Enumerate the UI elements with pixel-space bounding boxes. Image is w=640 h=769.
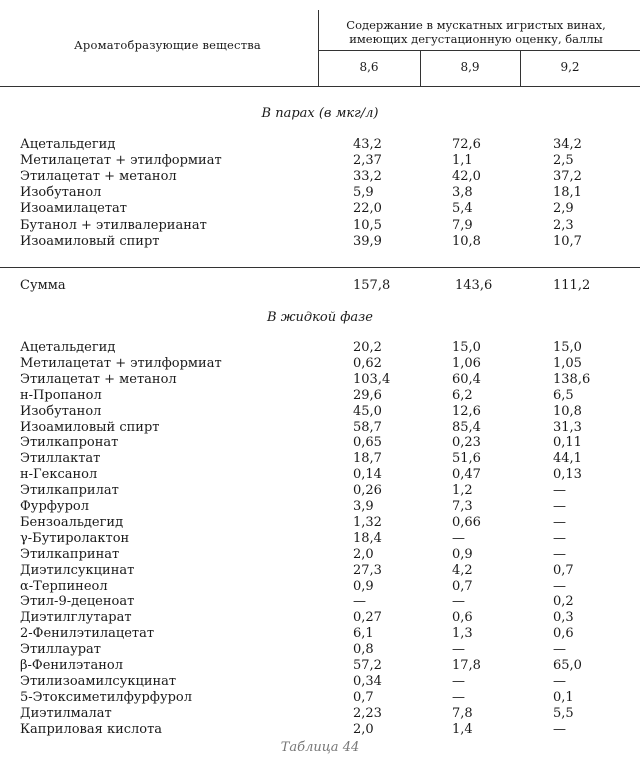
table-row — [0, 340, 640, 355]
value-cell-1: 0,9 — [353, 578, 374, 594]
substance-name: Фурфурол — [20, 499, 89, 514]
value-cell-3: 31,3 — [553, 419, 582, 435]
value-cell-3: — — [553, 578, 566, 594]
substance-name: Изоамиловый спирт — [20, 233, 160, 249]
value-cell-1: 0,27 — [353, 610, 382, 626]
table-row — [0, 706, 640, 721]
value-cell-1: 58,7 — [353, 419, 382, 435]
substance-name: Диэтилмалат — [20, 705, 112, 721]
section-title-vapor: В парах (в мкг/л) — [261, 106, 379, 121]
substance-name: Этиллаурат — [20, 642, 101, 658]
score-column-divider-2 — [520, 51, 521, 86]
value-cell-2: — — [452, 673, 465, 689]
substance-name: Каприловая кислота — [20, 721, 163, 737]
substance-name: Диэтилглутарат — [20, 610, 132, 626]
table-row — [0, 547, 640, 562]
table-row — [0, 218, 640, 233]
table-row — [0, 201, 640, 216]
value-cell-2: — — [452, 594, 465, 610]
value-cell-2: 1,3 — [452, 626, 473, 642]
value-cell-3: — — [553, 642, 566, 658]
table-row — [0, 690, 640, 705]
value-cell-3: 2,5 — [553, 153, 574, 169]
value-cell-2: 7,9 — [452, 217, 473, 233]
substance-name: Ацетальдегид — [20, 340, 116, 355]
score-header-3: 9,2 — [560, 60, 580, 74]
value-cell-1: 29,6 — [353, 387, 382, 403]
table-row — [0, 467, 640, 482]
value-cell-2: 17,8 — [452, 658, 481, 673]
value-cell-3: 2,9 — [553, 201, 574, 217]
substance-name: Ацетальдегид — [20, 137, 116, 152]
substance-name: 2-Фенилэтилацетат — [20, 626, 155, 642]
table-row — [0, 420, 640, 435]
value-cell-3: 6,5 — [553, 387, 574, 403]
value-cell-2: 7,8 — [452, 705, 473, 721]
value-cell-1: 0,65 — [353, 435, 382, 451]
score-header-2: 8,9 — [460, 60, 480, 74]
table-row — [0, 610, 640, 625]
value-cell-2: 0,6 — [452, 610, 473, 626]
value-cell-1: 5,9 — [353, 185, 374, 201]
table-row — [0, 404, 640, 419]
value-cell-1: 0,8 — [353, 642, 374, 658]
table-row — [0, 483, 640, 498]
table-row — [0, 451, 640, 466]
value-cell-1: 10,5 — [353, 217, 382, 233]
sum-value-1: 157,8 — [353, 278, 391, 293]
sum-value-3: 111,2 — [553, 278, 591, 293]
score-header-1: 8,6 — [359, 60, 379, 74]
value-cell-3: — — [553, 546, 566, 562]
value-cell-2: 1,4 — [452, 721, 473, 737]
section-title-liquid: В жидкой фазе — [267, 310, 373, 325]
header-divider-middle — [318, 50, 640, 51]
value-cell-1: 2,0 — [353, 721, 374, 737]
value-cell-1: 27,3 — [353, 562, 382, 578]
substance-name: Изобутанол — [20, 403, 102, 419]
substance-name: Изоамиловый спирт — [20, 419, 160, 435]
value-cell-1: 18,7 — [353, 451, 382, 467]
value-cell-3: — — [553, 483, 566, 499]
value-cell-3: 0,13 — [553, 467, 582, 483]
substance-name: 5-Этоксиметилфурфурол — [20, 689, 192, 705]
table-row — [0, 642, 640, 657]
value-cell-3: 34,2 — [553, 137, 582, 152]
header-divider-vertical — [318, 10, 319, 86]
table-row — [0, 185, 640, 200]
substance-name: Этилизоамилсукцинат — [20, 673, 177, 689]
value-cell-2: 7,3 — [452, 499, 473, 514]
value-cell-1: — — [353, 594, 366, 610]
sum-value-2: 143,6 — [455, 278, 493, 293]
table-row — [0, 674, 640, 689]
value-cell-1: 0,14 — [353, 467, 382, 483]
value-cell-2: 42,0 — [452, 169, 481, 185]
value-cell-1: 2,0 — [353, 546, 374, 562]
substance-name: Этил-9-деценоат — [20, 594, 135, 610]
column-header-substances: Ароматобразующие вещества — [73, 38, 261, 52]
table-row — [0, 137, 640, 152]
value-cell-3: — — [553, 673, 566, 689]
substance-name: Изоамилацетат — [20, 201, 127, 217]
value-cell-3: — — [553, 721, 566, 737]
value-cell-3: 18,1 — [553, 185, 582, 201]
value-cell-2: 3,8 — [452, 185, 473, 201]
table-row — [0, 722, 640, 737]
substance-name: Бутанол + этилвалерианат — [20, 217, 207, 233]
value-cell-3: 138,6 — [553, 371, 591, 387]
value-cell-2: 72,6 — [452, 137, 481, 152]
substance-name: α-Терпинеол — [20, 578, 108, 594]
value-cell-2: 0,9 — [452, 546, 473, 562]
substance-name: γ-Бутиролактон — [20, 530, 130, 546]
value-cell-1: 2,23 — [353, 705, 382, 721]
table-row — [0, 169, 640, 184]
value-cell-1: 20,2 — [353, 340, 382, 355]
value-cell-3: 5,5 — [553, 705, 574, 721]
value-cell-1: 3,9 — [353, 499, 374, 514]
value-cell-2: — — [452, 530, 465, 546]
substance-name: β-Фенилэтанол — [20, 658, 123, 673]
value-cell-3: — — [553, 530, 566, 546]
value-cell-2: 85,4 — [452, 419, 481, 435]
value-cell-2: 1,1 — [452, 153, 473, 169]
value-cell-2: 6,2 — [452, 387, 473, 403]
value-cell-3: 10,8 — [553, 403, 582, 419]
value-cell-1: 0,62 — [353, 355, 382, 371]
value-cell-1: 39,9 — [353, 233, 382, 249]
value-cell-1: 22,0 — [353, 201, 382, 217]
sum-label: Сумма — [20, 278, 66, 293]
table-row — [0, 626, 640, 641]
value-cell-3: 1,05 — [553, 355, 582, 371]
column-header-content — [326, 18, 626, 46]
value-cell-2: — — [452, 642, 465, 658]
value-cell-1: 6,1 — [353, 626, 374, 642]
value-cell-2: 15,0 — [452, 340, 481, 355]
substance-name: Этилкапринат — [20, 546, 120, 562]
value-cell-3: 10,7 — [553, 233, 582, 249]
value-cell-2: 60,4 — [452, 371, 481, 387]
substance-name: Метилацетат + этилформиат — [20, 355, 222, 371]
table-row — [0, 579, 640, 594]
substance-name: Метилацетат + этилформиат — [20, 153, 222, 169]
value-cell-2: 4,2 — [452, 562, 473, 578]
value-cell-2: 0,23 — [452, 435, 481, 451]
sum-row — [0, 278, 640, 293]
value-cell-2: 1,2 — [452, 483, 473, 499]
substance-name: Изобутанол — [20, 185, 102, 201]
value-cell-1: 45,0 — [353, 403, 382, 419]
value-cell-1: 0,7 — [353, 689, 374, 705]
value-cell-3: 2,3 — [553, 217, 574, 233]
value-cell-2: 0,66 — [452, 514, 481, 530]
value-cell-1: 33,2 — [353, 169, 382, 185]
value-cell-1: 57,2 — [353, 658, 382, 673]
table-row — [0, 435, 640, 450]
content-header-line-1: Содержание в мускатных игристых винах, — [346, 18, 606, 32]
table-caption: Таблица 44 — [280, 740, 360, 755]
content-header-line-2: имеющих дегустационную оценку, баллы — [349, 32, 603, 46]
value-cell-3: 0,6 — [553, 626, 574, 642]
substance-name: н-Гексанол — [20, 467, 98, 483]
value-cell-1: 0,26 — [353, 483, 382, 499]
table-row — [0, 594, 640, 609]
header-divider-bottom — [0, 86, 640, 87]
table-row — [0, 372, 640, 387]
value-cell-2: — — [452, 689, 465, 705]
table-row — [0, 531, 640, 546]
value-cell-3: — — [553, 514, 566, 530]
table-row — [0, 153, 640, 168]
value-cell-1: 0,34 — [353, 673, 382, 689]
substance-name: Этилацетат + метанол — [20, 169, 177, 185]
value-cell-2: 10,8 — [452, 233, 481, 249]
value-cell-1: 2,37 — [353, 153, 382, 169]
score-column-divider-1 — [420, 51, 421, 86]
substance-name: Этиллактат — [20, 451, 101, 467]
value-cell-3: 15,0 — [553, 340, 582, 355]
table-row — [0, 388, 640, 403]
value-cell-3: 0,7 — [553, 562, 574, 578]
substance-name: Этилкаприлат — [20, 483, 119, 499]
table-row — [0, 658, 640, 673]
value-cell-3: 44,1 — [553, 451, 582, 467]
value-cell-3: 0,3 — [553, 610, 574, 626]
table-row — [0, 563, 640, 578]
value-cell-1: 18,4 — [353, 530, 382, 546]
substance-name: н-Пропанол — [20, 387, 102, 403]
value-cell-2: 1,06 — [452, 355, 481, 371]
substance-name: Этилкапронат — [20, 435, 119, 451]
value-cell-2: 0,47 — [452, 467, 481, 483]
value-cell-2: 0,7 — [452, 578, 473, 594]
value-cell-1: 1,32 — [353, 514, 382, 530]
table-row — [0, 499, 640, 514]
table-row — [0, 515, 640, 530]
value-cell-2: 12,6 — [452, 403, 481, 419]
value-cell-2: 5,4 — [452, 201, 473, 217]
value-cell-1: 43,2 — [353, 137, 382, 152]
substance-name: Диэтилсукцинат — [20, 562, 135, 578]
value-cell-1: 103,4 — [353, 371, 391, 387]
substance-name: Бензоальдегид — [20, 514, 124, 530]
sum-divider — [0, 267, 640, 268]
value-cell-3: 0,11 — [553, 435, 582, 451]
substance-name: Этилацетат + метанол — [20, 371, 177, 387]
value-cell-3: 37,2 — [553, 169, 582, 185]
table-row — [0, 234, 640, 249]
value-cell-3: 0,2 — [553, 594, 574, 610]
value-cell-3: 65,0 — [553, 658, 582, 673]
value-cell-3: 0,1 — [553, 689, 574, 705]
table-row — [0, 356, 640, 371]
value-cell-2: 51,6 — [452, 451, 481, 467]
value-cell-3: — — [553, 499, 566, 514]
